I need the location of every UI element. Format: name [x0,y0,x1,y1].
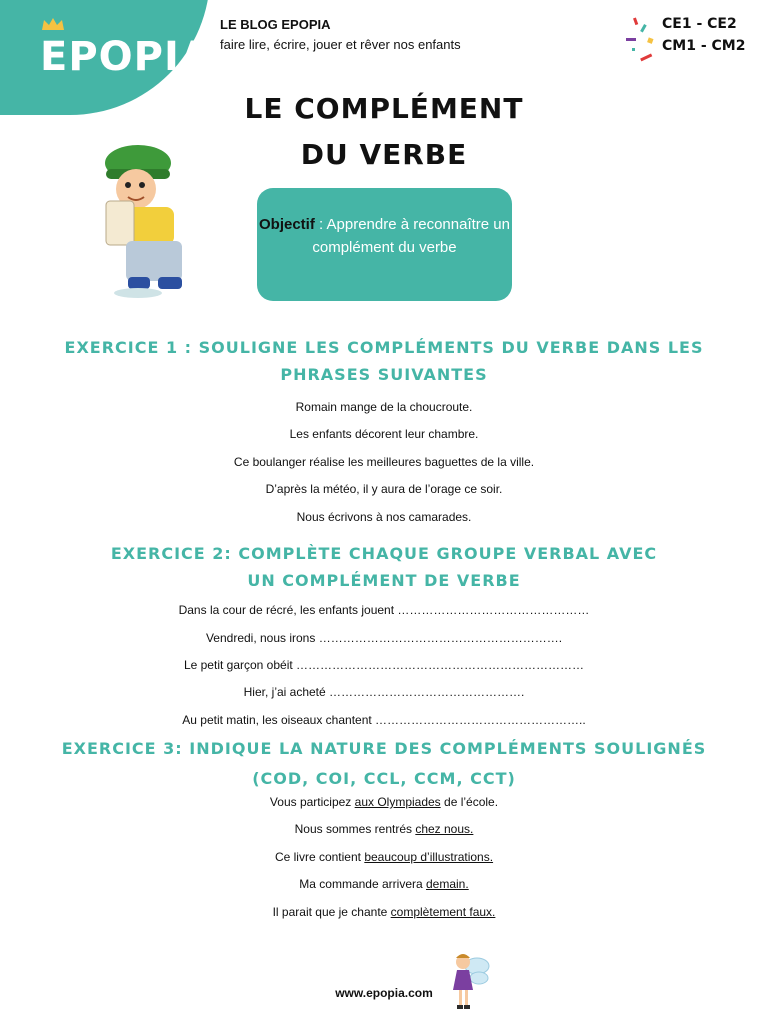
exercise-2-title-line-2: UN COMPLÉMENT DE VERBE [247,571,521,590]
exercise-1-title-line-1: EXERCICE 1 : SOULIGNE LES COMPLÉMENTS DU VERBE DANS LES [64,338,704,357]
underlined-complement: demain. [426,877,469,891]
objective-label: Objectif [259,216,315,233]
exercise-3-sentence [0,905,768,919]
underlined-complement: aux Olympiades [354,795,441,809]
exercise-3-sentence [0,795,768,809]
sentence-text: de l’école. [440,795,499,809]
title-line-1: LE COMPLÉMENT [244,92,524,125]
exercise-3-sentence [0,822,768,836]
exercise-2-title-line-1: EXERCICE 2: COMPLÈTE CHAQUE GROUPE VERBAL AVEC [110,544,658,563]
title-line-2: DU VERBE [300,138,468,171]
blog-tagline: faire lire, écrire, jouer et rêver nos enfants [220,37,461,52]
footer-url[interactable]: www.epopia.com [335,986,433,1000]
objective-text: : Apprendre à reconnaître un complément du verbe [312,216,510,256]
underlined-complement: chez nous. [415,822,474,836]
exercise-1-title [0,334,768,388]
exercise-1-sentence: Les enfants décorent leur chambre. [289,427,479,441]
blog-title: LE BLOG EPOPIA [220,17,331,32]
objective-box [257,188,512,301]
grade-levels [662,13,745,57]
exercise-3-title-line-1: EXERCICE 3: INDIQUE LA NATURE DES COMPLÉMENTS SOULIGNÉS [61,739,707,758]
exercise-2-sentence: Vendredi, nous irons ……………………………………………………. [205,631,563,645]
epopia-logo[interactable]: EPOPIA [40,34,212,80]
sentence-text: Ma commande arrivera [299,877,426,891]
sentence-text: Nous sommes rentrés [294,822,416,836]
exercise-3-sentence [0,877,768,891]
exercise-1-sentence: Nous écrivons à nos camarades. [296,510,472,524]
exercise-2-sentence: Le petit garçon obéit ……………………………………………………………… [183,658,585,672]
sentence-text: Vous participez [269,795,355,809]
exercise-2-sentence: Hier, j’ai acheté …………………………………………. [243,685,525,699]
fairy-illustration [443,950,491,1012]
exercise-3-title [0,734,768,794]
boy-reading-illustration [98,143,202,299]
exercise-3-sentence [0,850,768,864]
exercise-2-sentence: Au petit matin, les oiseaux chantent …………………………………………….. [182,713,586,727]
exercise-2-title [0,540,768,594]
levels-line-1: CE1 - CE2 [662,16,737,32]
crown-icon [40,16,66,32]
exercise-2-sentence: Dans la cour de récré, les enfants jouent ………………………………………… [178,603,590,617]
sentence-text: Il parait que je chante [272,905,391,919]
underlined-complement: complètement faux. [390,905,496,919]
levels-line-2: CM1 - CM2 [662,38,746,54]
underlined-complement: beaucoup d’illustrations. [364,850,494,864]
exercise-1-sentence: Romain mange de la choucroute. [295,400,473,414]
sentence-text: Ce livre contient [274,850,365,864]
exercise-1-sentence: Ce boulanger réalise les meilleures baguettes de la ville. [233,455,535,469]
confetti-icon [624,14,660,66]
exercise-1-sentence: D’après la météo, il y aura de l’orage ce soir. [265,482,503,496]
exercise-1-title-line-2: PHRASES SUIVANTES [280,365,488,384]
exercise-3-title-line-2: (COD, COI, CCL, CCM, CCT) [252,769,516,788]
